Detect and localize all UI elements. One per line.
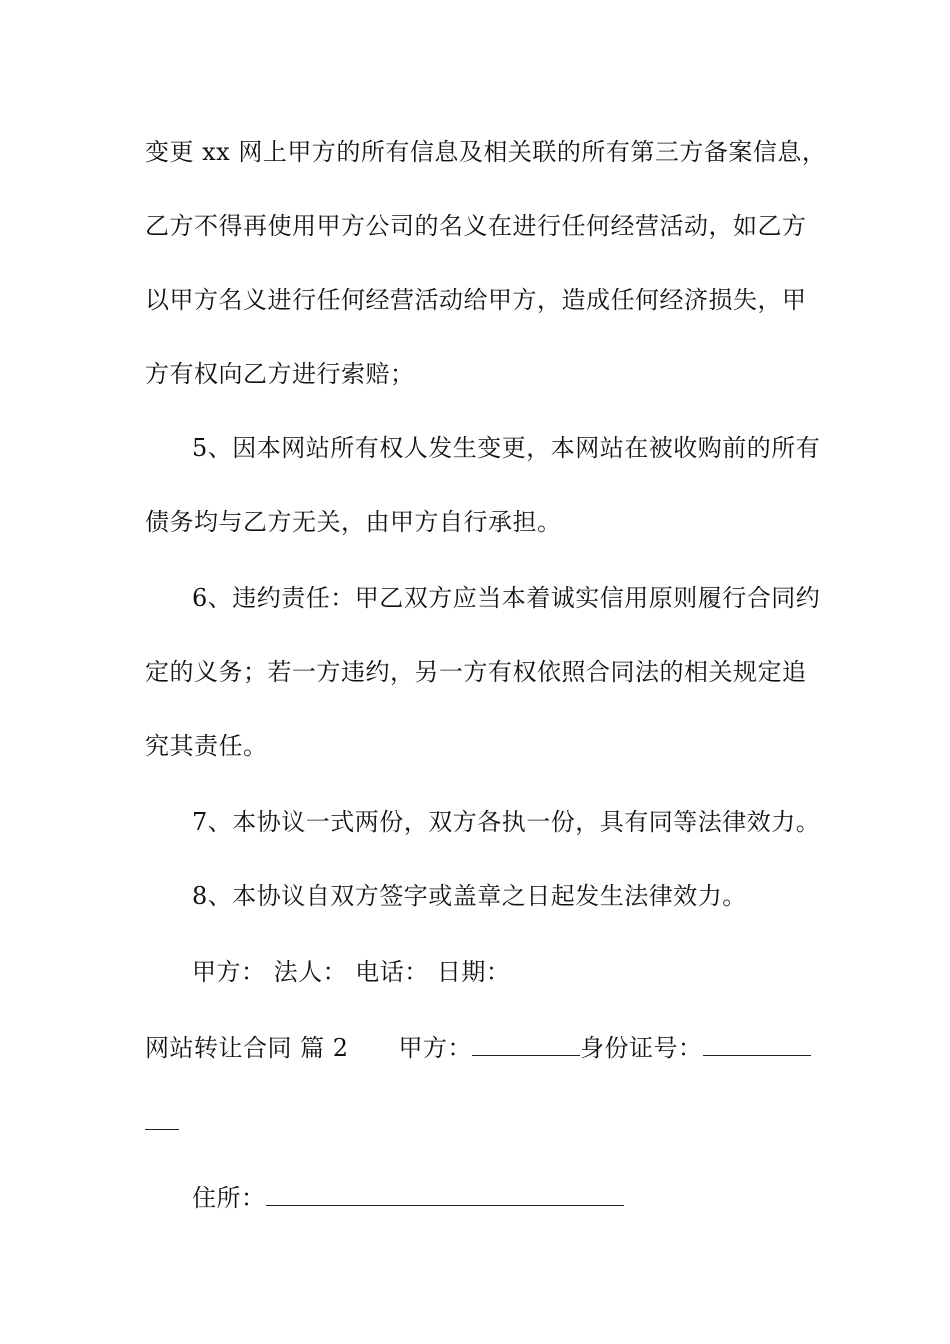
id-number-blank bbox=[703, 1033, 811, 1056]
section2-first-line bbox=[145, 1032, 811, 1064]
address-line bbox=[192, 1182, 624, 1214]
paragraph-line: 债务均与乙方无关，由甲方自行承担。 bbox=[145, 508, 562, 536]
clause-6-line: 6、违约责任：甲乙双方应当本着诚实信用原则履行合同约 bbox=[192, 584, 821, 612]
id-number-blank-continued-line bbox=[145, 1106, 179, 1138]
party-a-blank bbox=[472, 1033, 580, 1056]
id-number-blank-continued bbox=[145, 1107, 179, 1130]
paragraph-line: 方有权向乙方进行索赔； bbox=[145, 360, 415, 388]
section2-heading: 网站转让合同 篇 2 bbox=[145, 1034, 349, 1062]
party-a-label: 甲方： bbox=[398, 1034, 473, 1062]
paragraph-line: 定的义务；若一方违约，另一方有权依照合同法的相关规定追 bbox=[145, 658, 807, 686]
id-number-label: 身份证号： bbox=[580, 1034, 703, 1062]
address-label: 住所： bbox=[192, 1184, 266, 1212]
paragraph-line: 乙方不得再使用甲方公司的名义在进行任何经营活动，如乙方 bbox=[145, 212, 807, 240]
clause-8-line: 8、本协议自双方签字或盖章之日起发生法律效力。 bbox=[192, 882, 747, 910]
signature-fields-line: 甲方： 法人： 电话： 日期： bbox=[192, 958, 511, 986]
paragraph-line: 以甲方名义进行任何经营活动给甲方，造成任何经济损失，甲 bbox=[145, 286, 807, 314]
clause-7-line: 7、本协议一式两份，双方各执一份，具有同等法律效力。 bbox=[192, 808, 821, 836]
paragraph-line: 究其责任。 bbox=[145, 732, 268, 760]
address-blank bbox=[266, 1183, 624, 1206]
clause-5-line: 5、因本网站所有权人发生变更，本网站在被收购前的所有 bbox=[192, 434, 821, 462]
paragraph-line: 变更 xx 网上甲方的所有信息及相关联的所有第三方备案信息， bbox=[145, 138, 827, 166]
